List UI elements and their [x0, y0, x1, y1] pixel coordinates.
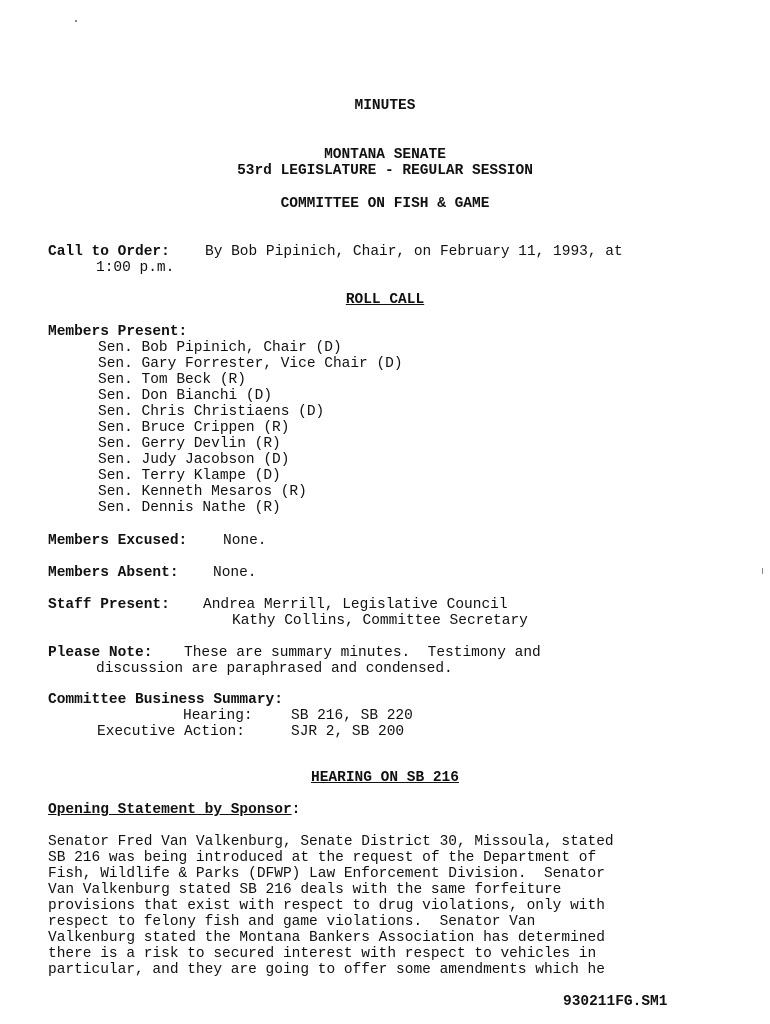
member-item: Sen. Bruce Crippen (R)	[98, 420, 290, 436]
call-to-order-label: Call to Order:	[48, 244, 170, 260]
hearing-label: Hearing:	[183, 708, 253, 724]
executive-action-label: Executive Action:	[97, 724, 245, 740]
member-item: Sen. Kenneth Mesaros (R)	[98, 484, 307, 500]
please-note-line1: These are summary minutes. Testimony and	[184, 645, 541, 661]
opening-statement-text: Opening Statement by Sponsor	[48, 802, 292, 818]
body-line: there is a risk to secured interest with respect to vehicles in	[48, 946, 597, 962]
roll-call-heading: ROLL CALL	[345, 292, 425, 308]
member-item: Sen. Bob Pipinich, Chair (D)	[98, 340, 342, 356]
staff-present-line2: Kathy Collins, Committee Secretary	[232, 613, 528, 629]
body-line: provisions that exist with respect to drug violations, only with	[48, 898, 605, 914]
member-item: Sen. Dennis Nathe (R)	[98, 500, 281, 516]
senate-title: MONTANA SENATE	[324, 147, 446, 163]
members-present-label: Members Present:	[48, 324, 188, 340]
call-to-order-line1: By Bob Pipinich, Chair, on February 11, 1993, at	[205, 244, 623, 260]
body-line: Valkenburg stated the Montana Bankers Association has determined	[48, 930, 605, 946]
member-item: Sen. Don Bianchi (D)	[98, 388, 273, 404]
members-absent-label: Members Absent:	[48, 565, 179, 581]
please-note-line2: discussion are paraphrased and condensed.	[96, 661, 453, 677]
body-line: respect to felony fish and game violations. Senator Van	[48, 914, 536, 930]
body-line: SB 216 was being introduced at the request of the Department of	[48, 850, 597, 866]
member-item: Sen. Terry Klampe (D)	[98, 468, 281, 484]
body-line: Van Valkenburg stated SB 216 deals with the same forfeiture	[48, 882, 562, 898]
staff-present-label: Staff Present:	[48, 597, 170, 613]
session-title: 53rd LEGISLATURE - REGULAR SESSION	[237, 163, 533, 179]
opening-statement-heading	[48, 802, 300, 818]
please-note-label: Please Note:	[48, 645, 153, 661]
members-excused-value: None.	[223, 533, 267, 549]
staff-present-line1: Andrea Merrill, Legislative Council	[203, 597, 508, 613]
executive-action-value: SJR 2, SB 200	[291, 724, 405, 740]
members-absent-value: None.	[213, 565, 257, 581]
body-line: Senator Fred Van Valkenburg, Senate District 30, Missoula, stated	[48, 834, 614, 850]
minutes-title: MINUTES	[354, 98, 416, 114]
body-line: particular, and they are going to offer some amendments which he	[48, 962, 605, 978]
member-item: Sen. Gerry Devlin (R)	[98, 436, 281, 452]
opening-statement-colon: :	[291, 802, 301, 818]
scan-speck	[762, 568, 763, 574]
hearing-heading: HEARING ON SB 216	[311, 770, 459, 786]
committee-title: COMMITTEE ON FISH & GAME	[280, 196, 490, 212]
hearing-value: SB 216, SB 220	[291, 708, 413, 724]
call-to-order-line2: 1:00 p.m.	[96, 260, 175, 276]
member-item: Sen. Tom Beck (R)	[98, 372, 246, 388]
footer-code: 930211FG.SM1	[563, 994, 668, 1010]
business-summary-label: Committee Business Summary:	[48, 692, 283, 708]
member-item: Sen. Gary Forrester, Vice Chair (D)	[98, 356, 403, 372]
member-item: Sen. Chris Christiaens (D)	[98, 404, 325, 420]
body-line: Fish, Wildlife & Parks (DFWP) Law Enforcement Division. Senator	[48, 866, 605, 882]
scan-speck	[75, 20, 77, 22]
members-excused-label: Members Excused:	[48, 533, 188, 549]
member-item: Sen. Judy Jacobson (D)	[98, 452, 290, 468]
